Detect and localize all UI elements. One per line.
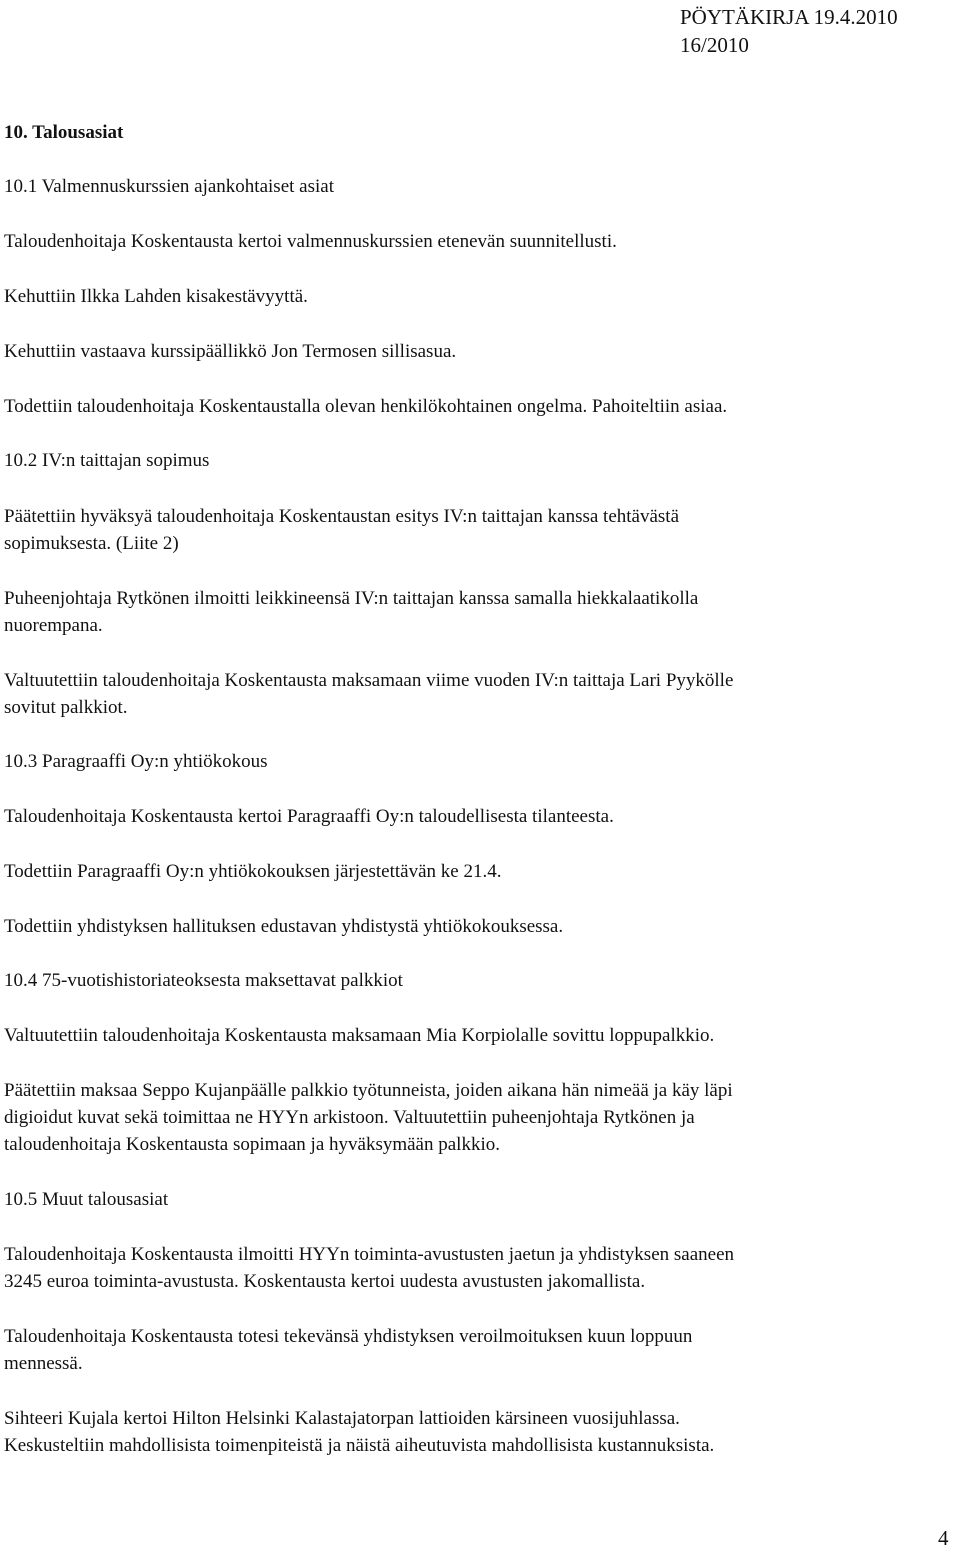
item-heading: 10.5 Muut talousasiat — [4, 1189, 169, 1210]
paragraph-line: sopimuksesta. (Liite 2) — [4, 533, 179, 554]
paragraph-line: Sihteeri Kujala kertoi Hilton Helsinki Kalastajatorpan lattioiden kärsineen vuosijuhlassa. — [4, 1408, 680, 1429]
paragraph-line: Taloudenhoitaja Koskentausta totesi tekevänsä yhdistyksen veroilmoituksen kuun loppuun — [4, 1326, 693, 1347]
paragraph-line: Taloudenhoitaja Koskentausta ilmoitti HYYn toiminta-avustusten jaetun ja yhdistyksen saaneen — [4, 1244, 735, 1265]
paragraph-line: Puheenjohtaja Rytkönen ilmoitti leikkineensä IV:n taittajan kanssa samalla hiekkalaatikolla — [4, 588, 699, 609]
item-heading: 10.1 Valmennuskurssien ajankohtaiset asiat — [4, 176, 334, 197]
paragraph-line: taloudenhoitaja Koskentausta sopimaan ja hyväksymään palkkio. — [4, 1134, 500, 1155]
paragraph-line: Päätettiin maksaa Seppo Kujanpäälle palkkio työtunneista, joiden aikana hän nimeää ja käy läpi — [4, 1080, 733, 1101]
section-title: 10. Talousasiat — [4, 122, 124, 143]
paragraph-line: Keskusteltiin mahdollisista toimenpiteistä ja näistä aiheutuvista mahdollisista kustannuksista. — [4, 1435, 715, 1456]
paragraph-line: 3245 euroa toiminta-avustusta. Koskentausta kertoi uudesta avustusten jakomallista. — [4, 1271, 646, 1292]
paragraph: Taloudenhoitaja Koskentausta kertoi Paragraaffi Oy:n taloudellisesta tilanteesta. — [4, 806, 614, 827]
paragraph-line: Päätettiin hyväksyä taloudenhoitaja Koskentaustan esitys IV:n taittajan kanssa tehtävästä — [4, 506, 680, 527]
item-heading: 10.3 Paragraaffi Oy:n yhtiökokous — [4, 751, 268, 772]
item-heading: 10.2 IV:n taittajan sopimus — [4, 450, 210, 471]
paragraph: Taloudenhoitaja Koskentausta kertoi valmennuskurssien etenevän suunnitellusti. — [4, 231, 617, 252]
document-type-header: PÖYTÄKIRJA 19.4.2010 — [680, 5, 898, 29]
paragraph-line: mennessä. — [4, 1353, 83, 1374]
paragraph: Valtuutettiin taloudenhoitaja Koskentausta maksamaan Mia Korpiolalle sovittu loppupalkkio. — [4, 1025, 715, 1046]
paragraph-line: sovitut palkkiot. — [4, 697, 128, 718]
document-number-header: 16/2010 — [680, 33, 749, 57]
paragraph: Todettiin Paragraaffi Oy:n yhtiökokouksen järjestettävän ke 21.4. — [4, 861, 502, 882]
paragraph: Todettiin taloudenhoitaja Koskentaustalla olevan henkilökohtainen ongelma. Pahoiteltiin asiaa. — [4, 396, 728, 417]
paragraph: Todettiin yhdistyksen hallituksen edustavan yhdistystä yhtiökokouksessa. — [4, 916, 564, 937]
item-heading: 10.4 75-vuotishistoriateoksesta maksettavat palkkiot — [4, 970, 403, 991]
paragraph-line: digioidut kuvat sekä toimittaa ne HYYn arkistoon. Valtuutettiin puheenjohtaja Rytkönen ja — [4, 1107, 695, 1128]
paragraph: Kehuttiin vastaava kurssipäällikkö Jon Termosen sillisasua. — [4, 341, 457, 362]
page-number: 4 — [938, 1526, 949, 1550]
paragraph-line: nuorempana. — [4, 615, 103, 636]
paragraph-line: Valtuutettiin taloudenhoitaja Koskentausta maksamaan viime vuoden IV:n taittaja Lari Pyykölle — [4, 670, 734, 691]
paragraph: Kehuttiin Ilkka Lahden kisakestävyyttä. — [4, 286, 308, 307]
